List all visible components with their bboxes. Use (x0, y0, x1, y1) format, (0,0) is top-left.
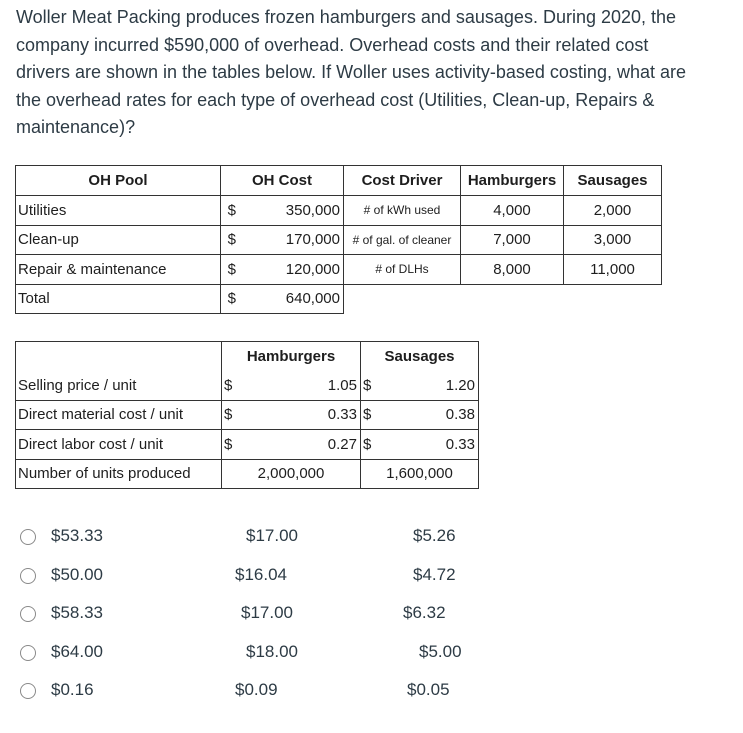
header-sausages: Sausages (564, 166, 662, 196)
currency-sign: $ (222, 430, 244, 460)
answer-option[interactable] (20, 595, 740, 634)
currency-sign: $ (221, 255, 243, 285)
answer-option[interactable] (20, 672, 740, 711)
sausages-value: 3,000 (564, 225, 662, 255)
sausages-units: 1,600,000 (361, 459, 479, 489)
header-oh-cost: OH Cost (221, 166, 344, 196)
currency-sign: $ (221, 196, 243, 226)
table-row-total (16, 284, 662, 314)
oh-cost-value: 170,000 (243, 225, 344, 255)
choice-cleanup-rate: $17.00 (241, 603, 293, 622)
table-row (16, 400, 479, 430)
currency-sign: $ (224, 376, 233, 394)
choice-cleanup-rate: $17.00 (246, 526, 298, 545)
sausages-value: 1.20 (383, 371, 479, 400)
header-sausages: Sausages (361, 342, 479, 372)
pool-label: Clean-up (16, 225, 221, 255)
cost-driver: # of gal. of cleaner (344, 225, 461, 255)
table-row (16, 459, 479, 489)
currency-sign: $ (363, 376, 372, 394)
sausages-value: 0.38 (383, 400, 479, 430)
choice-repair-rate: $4.72 (413, 564, 456, 584)
hamburgers-value: 1.05 (244, 371, 361, 400)
pool-label: Repair & maintenance (16, 255, 221, 285)
currency-sign: $ (221, 225, 243, 255)
header-hamburgers: Hamburgers (461, 166, 564, 196)
currency-sign: $ (221, 284, 243, 314)
answer-choices (20, 518, 740, 711)
row-label: Number of units produced (16, 459, 222, 489)
table-row (16, 225, 662, 255)
currency-sign: $ (361, 400, 383, 430)
total-cost-value: 640,000 (243, 284, 344, 314)
hamburgers-value: 0.33 (244, 400, 361, 430)
question-line: company incurred $590,000 of overhead. Overhead costs and their related cost (16, 34, 649, 55)
oh-cost-value: 120,000 (243, 255, 344, 285)
answer-option[interactable] (20, 518, 740, 557)
header-oh-pool: OH Pool (16, 166, 221, 196)
cost-driver: # of DLHs (344, 255, 461, 285)
hamburgers-value: 4,000 (461, 196, 564, 226)
oh-cost-value: 350,000 (243, 196, 344, 226)
sausages-value: 0.33 (383, 430, 479, 460)
sausages-value: 2,000 (564, 196, 662, 226)
answer-option[interactable] (20, 634, 740, 673)
row-label: Direct material cost / unit (16, 400, 222, 430)
table-row (16, 430, 479, 460)
cost-driver: # of kWh used (344, 196, 461, 226)
question-line: drivers are shown in the tables below. If Woller uses activity-based costing, what are (16, 62, 686, 82)
row-label: Selling price / unit (16, 371, 222, 400)
radio-button[interactable] (20, 529, 36, 545)
hamburgers-units: 2,000,000 (222, 459, 361, 489)
overhead-table (15, 165, 662, 314)
total-label: Total (16, 284, 221, 314)
choice-cleanup-rate: $18.00 (246, 641, 298, 661)
currency-sign: $ (222, 400, 244, 430)
header-cost-driver: Cost Driver (344, 166, 461, 196)
choice-utilities-rate: $53.33 (51, 526, 103, 545)
hamburgers-value: 7,000 (461, 225, 564, 255)
hamburgers-value: 8,000 (461, 255, 564, 285)
choice-repair-rate: $6.32 (403, 603, 446, 622)
radio-button[interactable] (20, 568, 36, 584)
sausages-value: 11,000 (564, 255, 662, 285)
question-line: maintenance)? (16, 117, 136, 137)
table-row (16, 255, 662, 285)
product-table (15, 341, 479, 489)
choice-cleanup-rate: $16.04 (235, 564, 287, 584)
radio-button[interactable] (20, 683, 36, 699)
table-row (16, 196, 662, 226)
row-label: Direct labor cost / unit (16, 430, 222, 460)
choice-utilities-rate: $50.00 (51, 564, 103, 584)
header-hamburgers: Hamburgers (222, 342, 361, 372)
pool-label: Utilities (16, 196, 221, 226)
choice-utilities-rate: $0.16 (51, 680, 94, 699)
answer-option[interactable] (20, 557, 740, 596)
hamburgers-value: 0.27 (244, 430, 361, 460)
question-text (16, 4, 736, 142)
table-row (16, 371, 479, 400)
radio-button[interactable] (20, 645, 36, 661)
choice-repair-rate: $5.00 (419, 641, 462, 661)
radio-button[interactable] (20, 606, 36, 622)
choice-repair-rate: $5.26 (413, 526, 456, 545)
choice-utilities-rate: $58.33 (51, 603, 103, 622)
question-line: the overhead rates for each type of overhead cost (Utilities, Clean-up, Repairs & (16, 89, 655, 110)
choice-repair-rate: $0.05 (407, 680, 450, 699)
choice-utilities-rate: $64.00 (51, 641, 103, 661)
question-line: Woller Meat Packing produces frozen hamburgers and sausages. During 2020, the (16, 7, 677, 27)
currency-sign: $ (361, 430, 383, 460)
choice-cleanup-rate: $0.09 (235, 680, 278, 699)
